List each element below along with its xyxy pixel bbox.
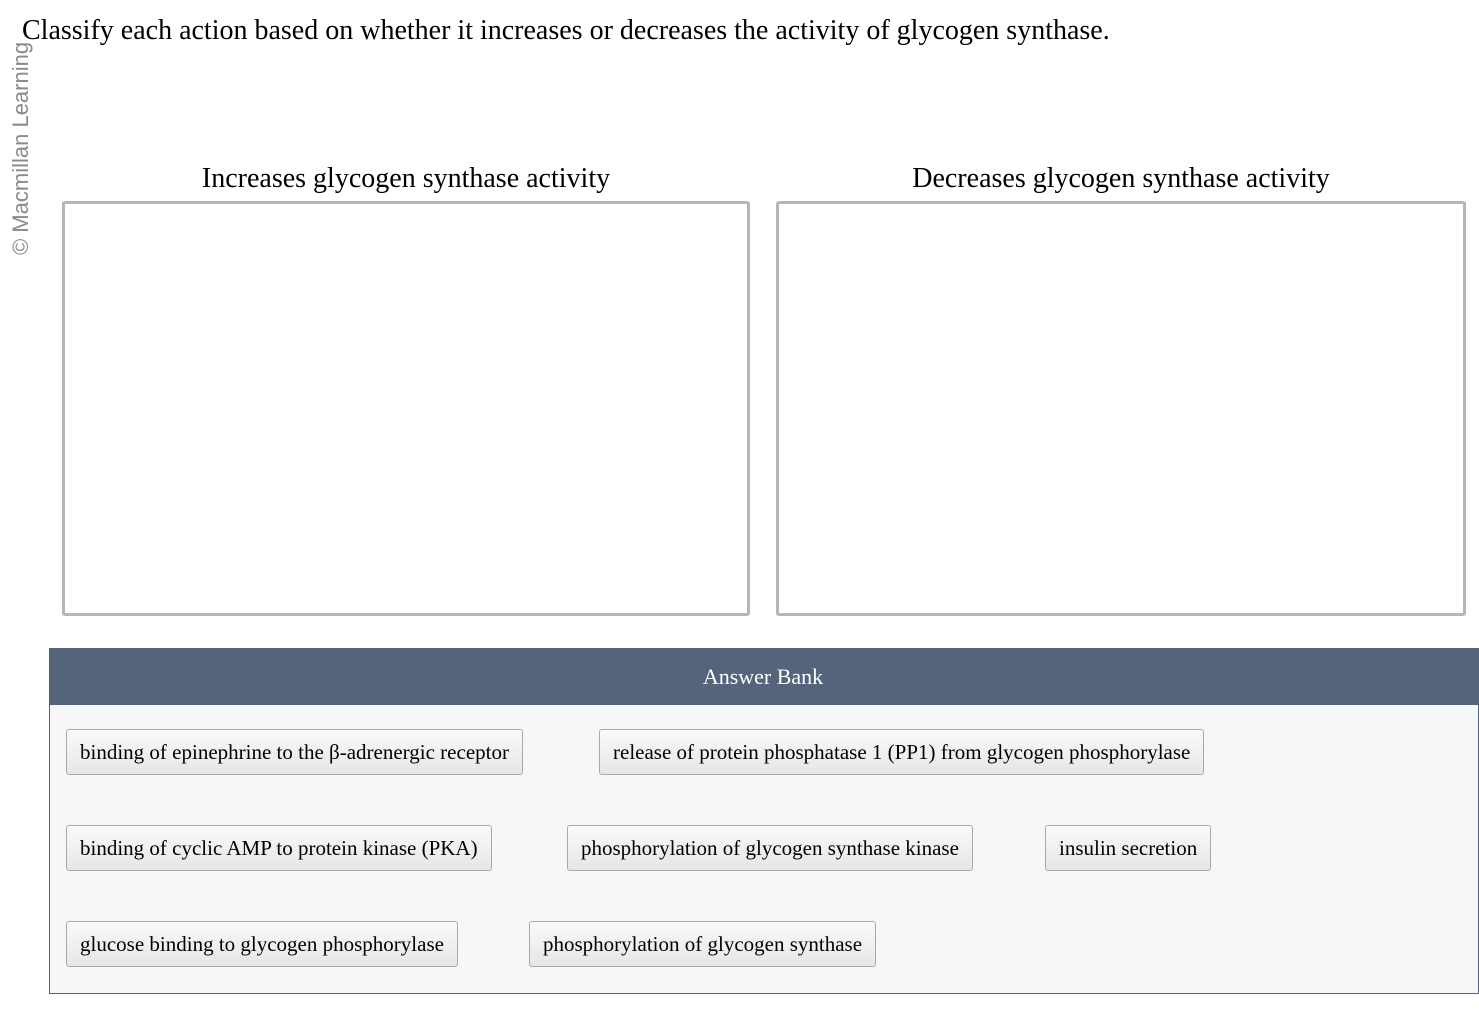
answer-chip-gs-phosphorylation[interactable]: phosphorylation of glycogen synthase: [529, 921, 876, 967]
increases-drop-zone[interactable]: [62, 201, 750, 616]
answer-bank: [49, 648, 1479, 994]
answer-bank-header: Answer Bank: [50, 649, 1478, 705]
watermark-text: © Macmillan Learning: [8, 41, 33, 255]
answer-chip-gsk-phosphorylation[interactable]: phosphorylation of glycogen synthase kinase: [567, 825, 973, 871]
answer-chip-camp-pka-binding[interactable]: binding of cyclic AMP to protein kinase (PKA): [66, 825, 492, 871]
answer-chip-pp1-release[interactable]: release of protein phosphatase 1 (PP1) from glycogen phosphorylase: [599, 729, 1204, 775]
answer-chip-epinephrine-binding[interactable]: binding of epinephrine to the β-adrenergic receptor: [66, 729, 523, 775]
decreases-drop-zone[interactable]: [776, 201, 1466, 616]
increases-bin-title: Increases glycogen synthase activity: [201, 163, 611, 194]
copyright-watermark: [0, 0, 33, 260]
decreases-bin-title: Decreases glycogen synthase activity: [912, 163, 1330, 194]
answer-chip-insulin-secretion[interactable]: insulin secretion: [1045, 825, 1211, 871]
answer-chip-glucose-binding[interactable]: glucose binding to glycogen phosphorylase: [66, 921, 458, 967]
question-prompt: Classify each action based on whether it increases or decreases the activity of glycogen synthase.: [22, 15, 1110, 46]
